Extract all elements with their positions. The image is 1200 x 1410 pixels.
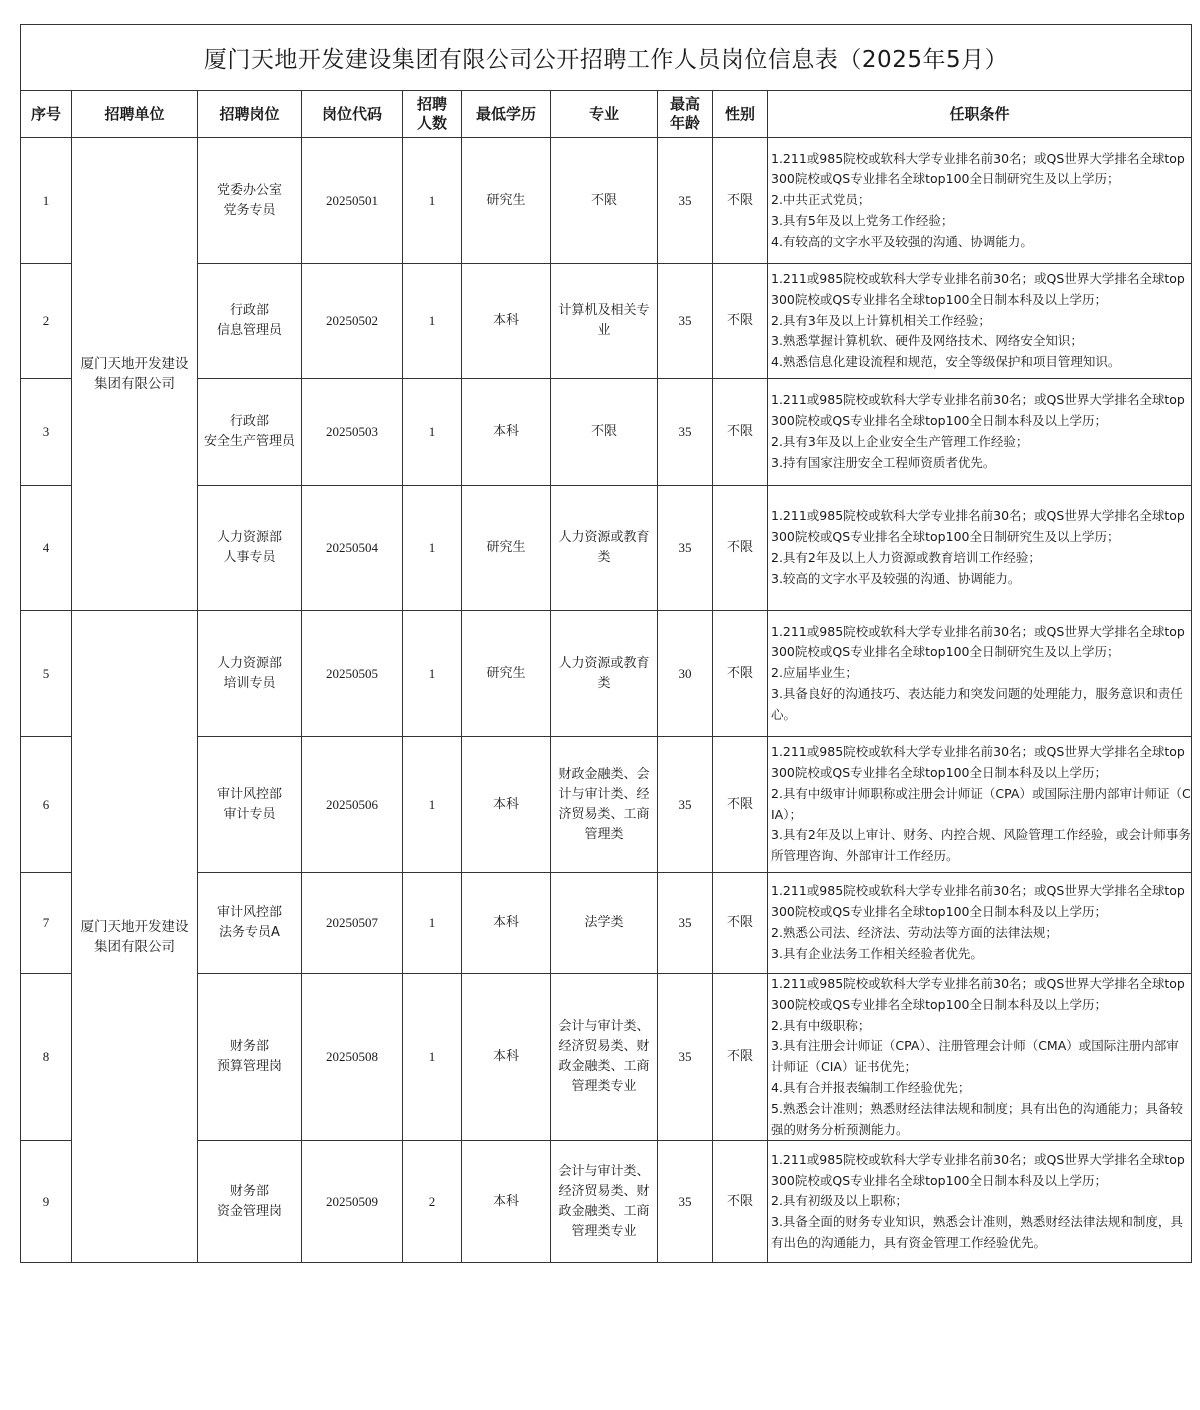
min-education: 本科 (462, 264, 551, 379)
job-requirements (768, 379, 1192, 486)
post-code: 20250509 (302, 1141, 403, 1263)
job-requirements (768, 974, 1192, 1141)
gender-requirement: 不限 (713, 611, 768, 737)
post-title: 法务专员A (219, 925, 280, 940)
max-age: 35 (658, 873, 713, 974)
job-info-table (20, 24, 1192, 1263)
post-code: 20250502 (302, 264, 403, 379)
job-requirements (768, 873, 1192, 974)
requirement-item: 2.具有中级职称； (771, 1017, 871, 1033)
header-code: 岗位代码 (302, 91, 403, 138)
post-cell (198, 737, 302, 873)
requirement-item: 3.具有注册会计师证（CPA）、注册管理会计师（CMA）或国际注册内部审计师证（CIA）证书优先； (771, 1038, 1179, 1075)
post-department: 审计风控部 (216, 905, 282, 920)
requirement-item: 1.211或985院校或软科大学专业排名前30名；或QS世界大学排名全球top300院校或QS专业排名全球top100全日制本科及以上学历； (771, 1151, 1185, 1188)
requirement-item: 4.有较高的文字水平及较强的沟通、协调能力。 (771, 233, 1033, 249)
recruiting-unit-cell (72, 611, 198, 1263)
row-number: 8 (21, 974, 72, 1141)
post-title: 资金管理岗 (216, 1203, 282, 1219)
max-age: 35 (658, 264, 713, 379)
post-department: 审计风控部 (216, 786, 282, 802)
recruiting-unit-name: 厦门天地开发建设集团有限公司 (80, 356, 189, 392)
table-title: 厦门天地开发建设集团有限公司公开招聘工作人员岗位信息表（2025年5月） (21, 25, 1192, 91)
header-count-line1: 招聘 (416, 95, 447, 113)
post-code: 20250505 (302, 611, 403, 737)
header-edu: 最低学历 (462, 91, 551, 138)
hiring-count: 1 (403, 873, 462, 974)
post-title: 审计专员 (223, 806, 276, 822)
requirement-item: 1.211或985院校或软科大学专业排名前30名；或QS世界大学排名全球top300院校或QS专业排名全球top100全日制本科及以上学历； (771, 392, 1185, 429)
gender-requirement: 不限 (713, 737, 768, 873)
requirement-item: 3.具备良好的沟通技巧、表达能力和突发问题的处理能力，服务意识和责任心。 (771, 685, 1183, 722)
gender-requirement: 不限 (713, 379, 768, 486)
header-age (658, 91, 713, 138)
major-requirement: 法学类 (551, 873, 658, 974)
job-requirements (768, 611, 1192, 737)
post-cell (198, 138, 302, 264)
max-age: 35 (658, 974, 713, 1141)
hiring-count: 1 (403, 138, 462, 264)
hiring-count: 1 (403, 611, 462, 737)
post-code: 20250504 (302, 486, 403, 611)
major-requirement: 会计与审计类、经济贸易类、财政金融类、工商管理类专业 (551, 974, 658, 1141)
requirement-item: 2.具有初级及以上职称； (771, 1193, 908, 1209)
header-age-line1: 最高 (669, 95, 700, 113)
requirement-item: 1.211或985院校或软科大学专业排名前30名；或QS世界大学排名全球top300院校或QS专业排名全球top100全日制本科及以上学历； (771, 271, 1185, 307)
requirement-item: 1.211或985院校或软科大学专业排名前30名；或QS世界大学排名全球top300院校或QS专业排名全球top100全日制本科及以上学历； (771, 976, 1185, 1012)
requirement-item: 1.211或985院校或软科大学专业排名前30名；或QS世界大学排名全球top300院校或QS专业排名全球top100全日制本科及以上学历； (771, 744, 1185, 780)
requirement-item: 1.211或985院校或软科大学专业排名前30名；或QS世界大学排名全球top300院校或QS专业排名全球top100全日制研究生及以上学历； (771, 623, 1185, 660)
requirement-item: 2.具有3年及以上计算机相关工作经验； (771, 312, 991, 328)
requirement-item: 2.熟悉公司法、经济法、劳动法等方面的法律法规； (771, 925, 1058, 940)
post-department: 党委办公室 (216, 182, 282, 198)
post-code: 20250501 (302, 138, 403, 264)
min-education: 本科 (462, 379, 551, 486)
post-code: 20250506 (302, 737, 403, 873)
header-count-line2: 人数 (416, 114, 447, 132)
major-requirement: 会计与审计类、经济贸易类、财政金融类、工商管理类专业 (551, 1141, 658, 1263)
min-education: 本科 (462, 737, 551, 873)
min-education: 本科 (462, 974, 551, 1141)
requirement-item: 3.具备全面的财务专业知识，熟悉会计准则，熟悉财经法律法规和制度，具有出色的沟通能力，具有资金管理工作经验优先。 (771, 1214, 1183, 1251)
header-no: 序号 (21, 91, 72, 138)
min-education: 研究生 (462, 138, 551, 264)
gender-requirement: 不限 (713, 486, 768, 611)
min-education: 本科 (462, 873, 551, 974)
requirement-item: 4.熟悉信息化建设流程和规范，安全等级保护和项目管理知识。 (771, 354, 1121, 370)
job-requirements (768, 1141, 1192, 1263)
row-number: 6 (21, 737, 72, 873)
gender-requirement: 不限 (713, 974, 768, 1141)
major-requirement: 不限 (551, 138, 658, 264)
row-number: 1 (21, 138, 72, 264)
post-title: 培训专员 (223, 675, 276, 691)
requirement-item: 2.应届毕业生； (771, 665, 858, 681)
max-age: 35 (658, 1141, 713, 1263)
post-cell (198, 974, 302, 1141)
post-department: 财务部 (229, 1039, 269, 1055)
row-number: 3 (21, 379, 72, 486)
hiring-count: 1 (403, 379, 462, 486)
row-number: 2 (21, 264, 72, 379)
post-cell (198, 1141, 302, 1263)
post-cell (198, 379, 302, 486)
post-title: 信息管理员 (216, 323, 282, 338)
max-age: 30 (658, 611, 713, 737)
job-requirements (768, 138, 1192, 264)
header-age-line2: 年龄 (669, 114, 700, 132)
post-department: 行政部 (229, 303, 269, 318)
post-department: 人力资源部 (216, 530, 282, 545)
min-education: 研究生 (462, 486, 551, 611)
table-body (21, 138, 1192, 1263)
requirement-item: 3.具有企业法务工作相关经验者优先。 (771, 945, 983, 961)
major-requirement: 不限 (551, 379, 658, 486)
post-cell (198, 873, 302, 974)
row-number: 4 (21, 486, 72, 611)
post-code: 20250507 (302, 873, 403, 974)
post-cell (198, 486, 302, 611)
requirement-item: 2.中共正式党员； (771, 192, 871, 208)
major-requirement: 人力资源或教育类 (551, 486, 658, 611)
post-code: 20250508 (302, 974, 403, 1141)
hiring-count: 1 (403, 737, 462, 873)
requirement-item: 1.211或985院校或软科大学专业排名前30名；或QS世界大学排名全球top300院校或QS专业排名全球top100全日制研究生及以上学历； (771, 150, 1185, 187)
post-cell (198, 264, 302, 379)
job-requirements (768, 264, 1192, 379)
hiring-count: 1 (403, 486, 462, 611)
requirement-item: 2.具有3年及以上企业安全生产管理工作经验； (771, 434, 1029, 449)
gender-requirement: 不限 (713, 873, 768, 974)
requirement-item: 4.具有合并报表编制工作经验优先； (771, 1079, 971, 1095)
post-code: 20250503 (302, 379, 403, 486)
post-department: 财务部 (229, 1183, 269, 1199)
min-education: 研究生 (462, 611, 551, 737)
requirement-item: 2.具有2年及以上人力资源或教育培训工作经验； (771, 550, 1041, 565)
table-row (21, 138, 1192, 264)
post-title: 安全生产管理员 (203, 434, 295, 449)
requirement-item: 3.较高的文字水平及较强的沟通、协调能力。 (771, 570, 1021, 586)
requirement-item: 2.具有中级审计师职称或注册会计师证（CPA）或国际注册内部审计师证（CIA）； (771, 785, 1191, 822)
header-post: 招聘岗位 (198, 91, 302, 138)
max-age: 35 (658, 138, 713, 264)
row-number: 7 (21, 873, 72, 974)
requirement-item: 1.211或985院校或软科大学专业排名前30名；或QS世界大学排名全球top300院校或QS专业排名全球top100全日制本科及以上学历； (771, 883, 1185, 920)
max-age: 35 (658, 737, 713, 873)
job-requirements (768, 737, 1192, 873)
table-row (21, 611, 1192, 737)
header-row (21, 91, 1192, 138)
requirement-item: 1.211或985院校或软科大学专业排名前30名；或QS世界大学排名全球top300院校或QS专业排名全球top100全日制研究生及以上学历； (771, 508, 1185, 545)
max-age: 35 (658, 486, 713, 611)
hiring-count: 1 (403, 264, 462, 379)
post-title: 预算管理岗 (216, 1059, 282, 1075)
recruiting-unit-name: 厦门天地开发建设集团有限公司 (80, 918, 189, 955)
gender-requirement: 不限 (713, 1141, 768, 1263)
header-gender: 性别 (713, 91, 768, 138)
post-department: 行政部 (229, 414, 269, 429)
requirement-item: 5.熟悉会计准则；熟悉财经法律法规和制度；具有出色的沟通能力；具备较强的财务分析预测能力。 (771, 1100, 1183, 1137)
row-number: 9 (21, 1141, 72, 1263)
recruiting-unit-cell (72, 138, 198, 611)
header-unit: 招聘单位 (72, 91, 198, 138)
min-education: 本科 (462, 1141, 551, 1263)
post-department: 人力资源部 (216, 655, 282, 671)
post-title: 人事专员 (223, 550, 276, 565)
hiring-count: 1 (403, 974, 462, 1141)
header-count (403, 91, 462, 138)
row-number: 5 (21, 611, 72, 737)
header-major: 专业 (551, 91, 658, 138)
requirement-item: 3.持有国家注册安全工程师资质者优先。 (771, 454, 996, 470)
gender-requirement: 不限 (713, 264, 768, 379)
job-info-table-sheet (20, 24, 1191, 1263)
requirement-item: 3.具有2年及以上审计、财务、内控合规、风险管理工作经验，或会计师事务所管理咨询、外部审计工作经历。 (771, 827, 1191, 864)
gender-requirement: 不限 (713, 138, 768, 264)
requirement-item: 3.具有5年及以上党务工作经验； (771, 212, 954, 228)
hiring-count: 2 (403, 1141, 462, 1263)
requirement-item: 3.熟悉掌握计算机软、硬件及网络技术、网络安全知识； (771, 333, 1083, 349)
header-req: 任职条件 (768, 91, 1192, 138)
post-cell (198, 611, 302, 737)
post-title: 党务专员 (223, 202, 276, 218)
job-requirements (768, 486, 1192, 611)
max-age: 35 (658, 379, 713, 486)
major-requirement: 人力资源或教育类 (551, 611, 658, 737)
major-requirement: 财政金融类、会计与审计类、经济贸易类、工商管理类 (551, 737, 658, 873)
major-requirement: 计算机及相关专业 (551, 264, 658, 379)
